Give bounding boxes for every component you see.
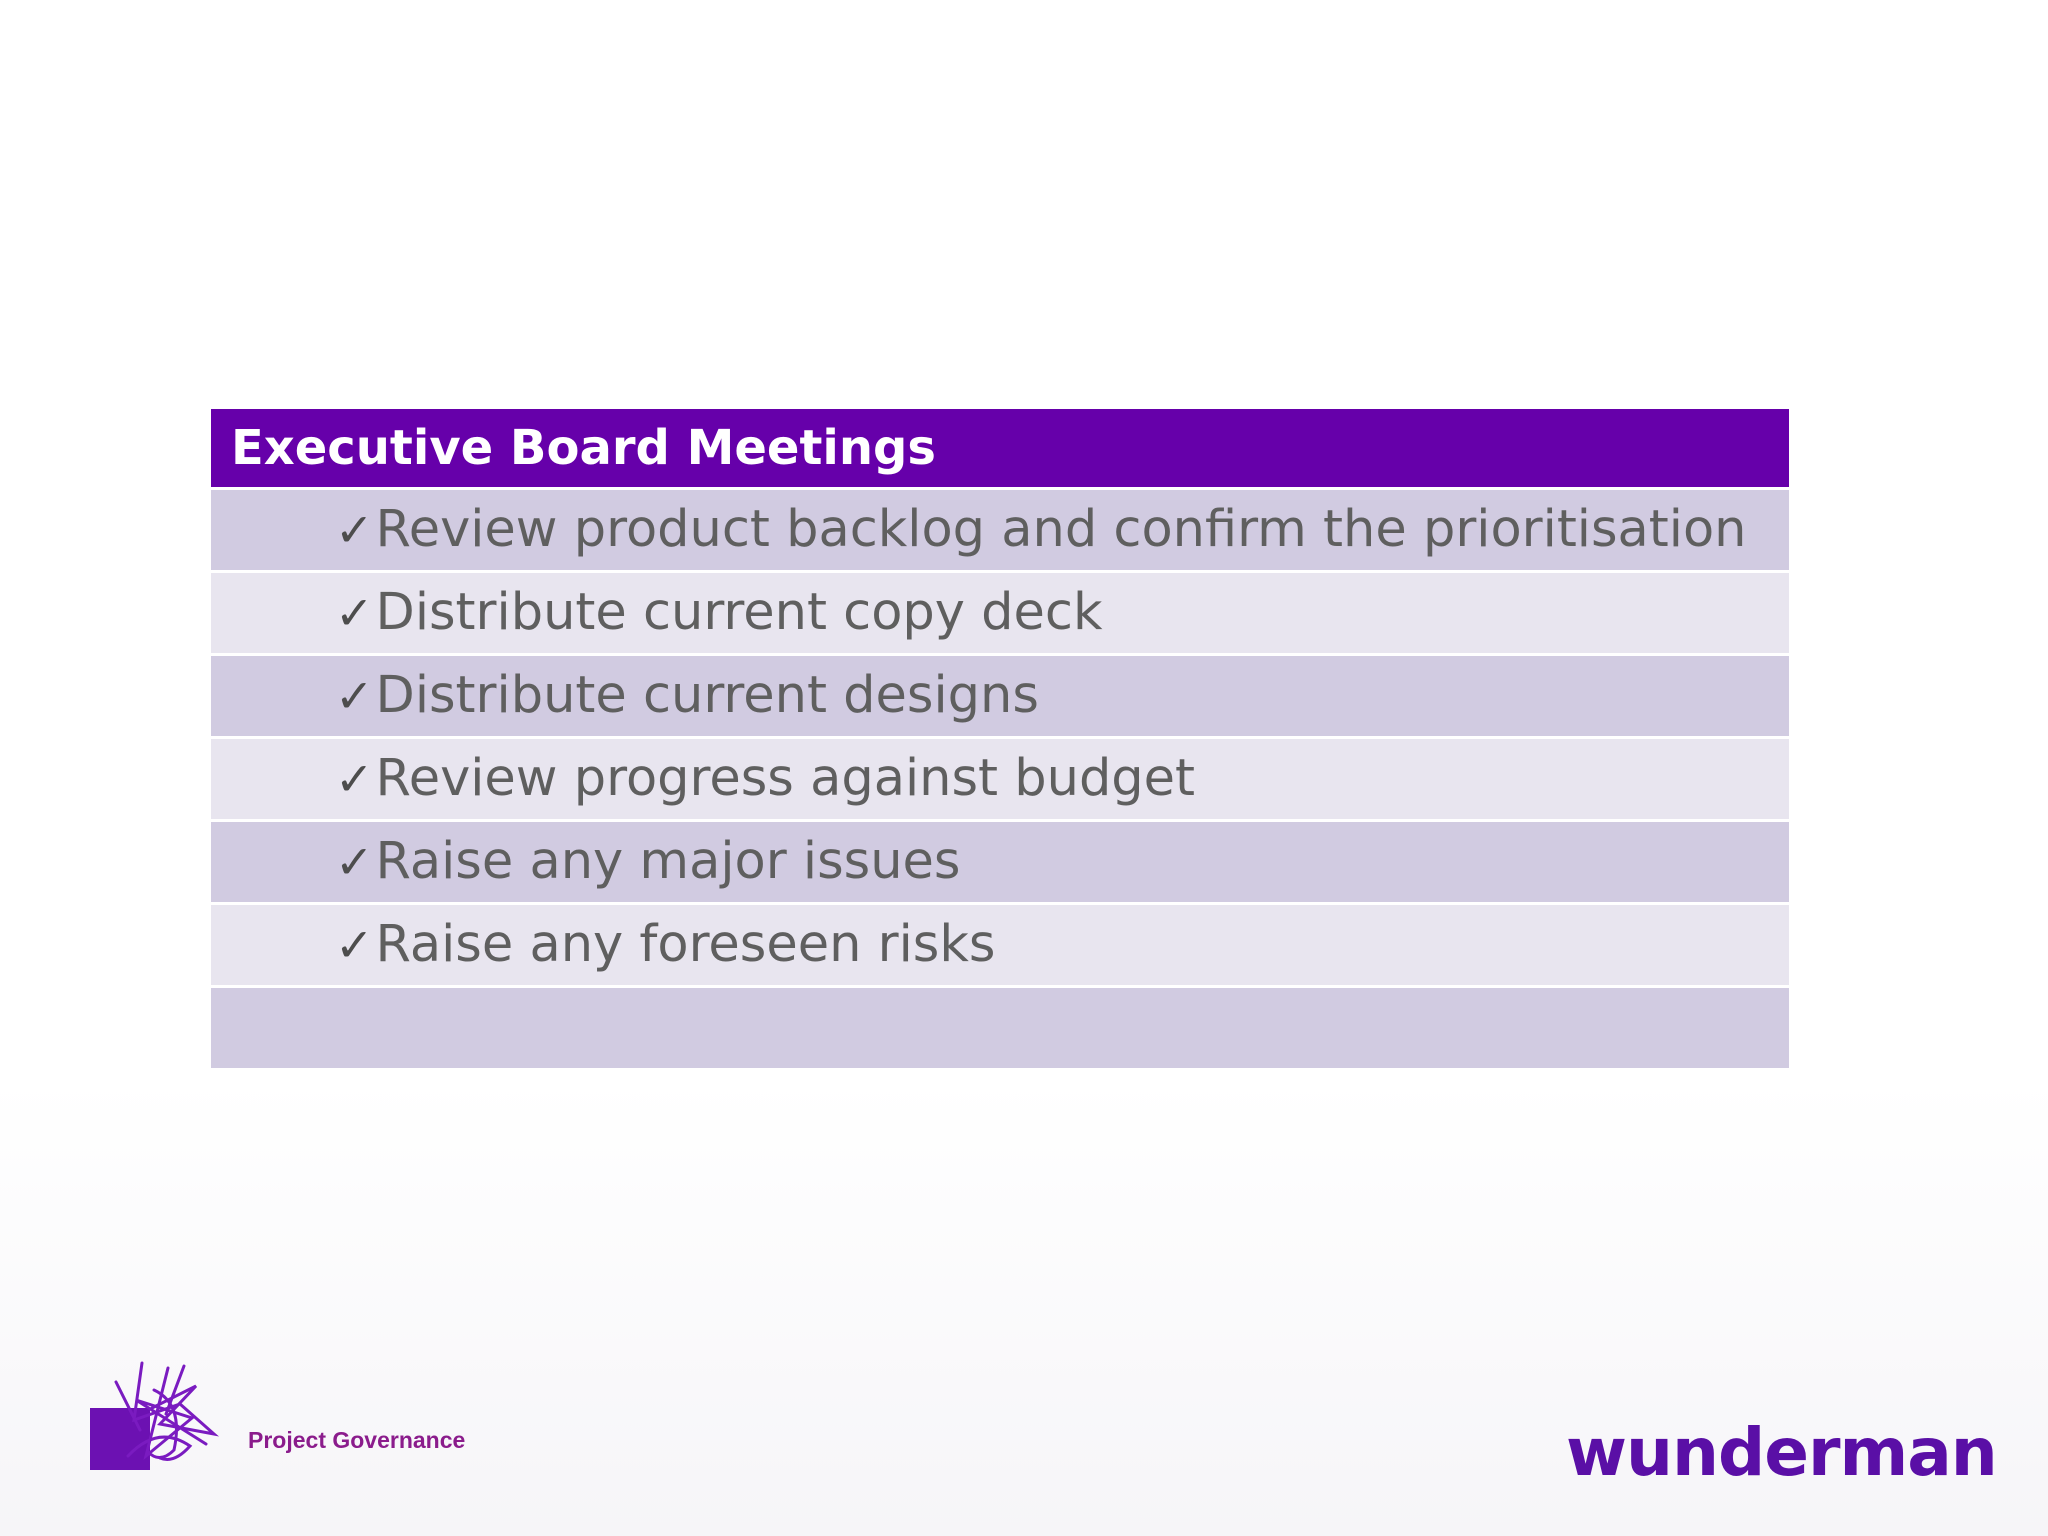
agenda-table — [211, 409, 1789, 1068]
checkmark-icon: ✓ — [335, 752, 374, 806]
table-row — [211, 905, 1789, 985]
table-row-empty — [211, 988, 1789, 1068]
table-row — [211, 739, 1789, 819]
row-text: Distribute current copy deck — [375, 583, 1103, 642]
row-text: Review progress against budget — [375, 749, 1196, 808]
checkmark-icon: ✓ — [335, 669, 374, 723]
table-header: Executive Board Meetings — [211, 409, 1789, 487]
checkmark-icon: ✓ — [335, 503, 374, 557]
brand-logo: wunderman — [1566, 1414, 1997, 1491]
row-text: Raise any major issues — [375, 832, 961, 891]
row-text: Review product backlog and confirm the prioritisation — [375, 500, 1747, 559]
table-row — [211, 490, 1789, 570]
section-label: Project Governance — [248, 1427, 466, 1453]
table-row — [211, 822, 1789, 902]
table-row — [211, 656, 1789, 736]
table-row — [211, 573, 1789, 653]
checkmark-icon: ✓ — [335, 835, 374, 889]
checkmark-icon: ✓ — [335, 586, 374, 640]
row-text: Distribute current designs — [375, 666, 1039, 725]
checkmark-icon: ✓ — [335, 918, 374, 972]
row-text: Raise any foreseen risks — [375, 915, 996, 974]
abstract-scribble-logo-icon — [88, 1360, 224, 1476]
